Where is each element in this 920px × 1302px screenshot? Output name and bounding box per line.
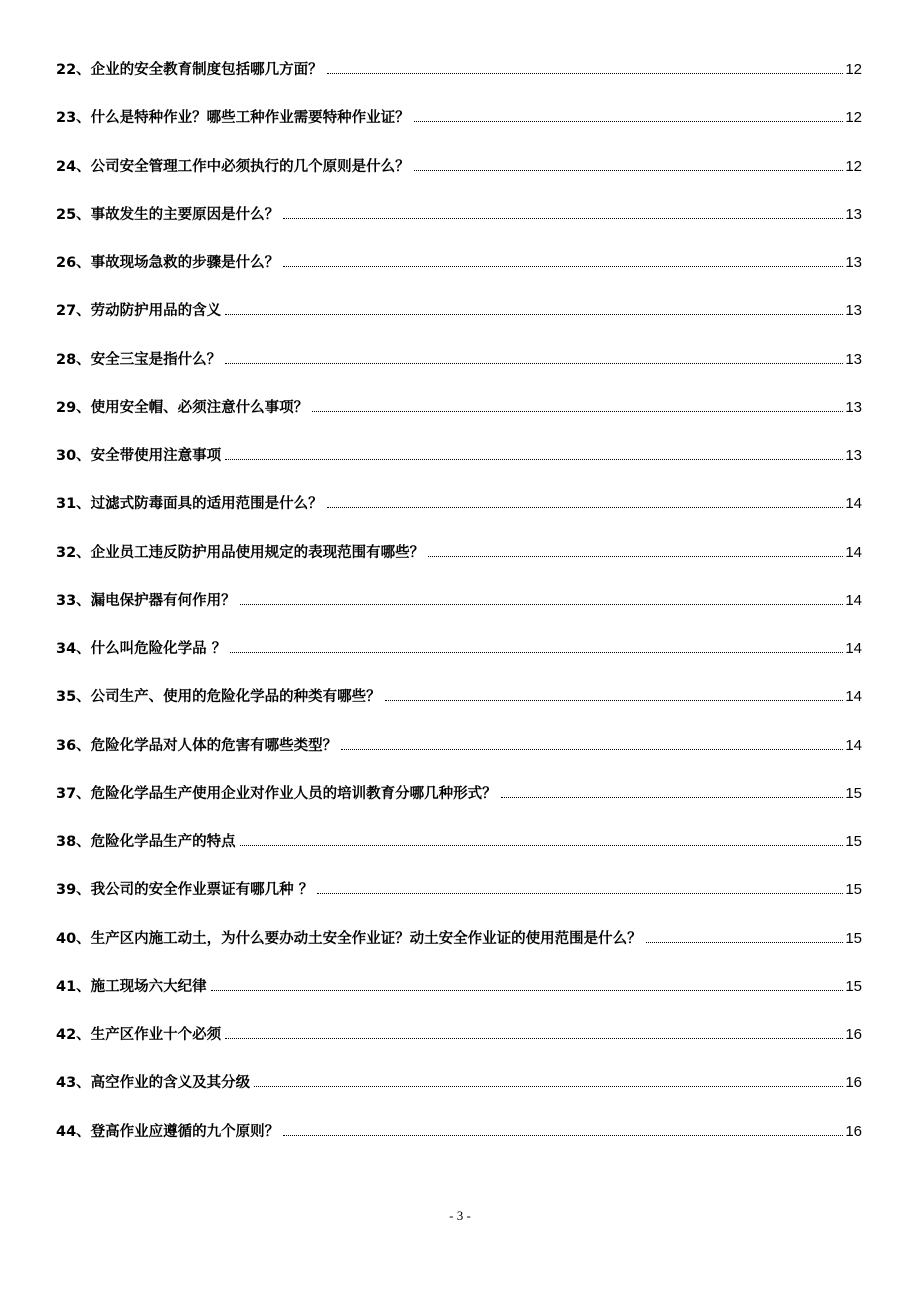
page-number-footer: - 3 - (449, 1208, 471, 1223)
toc-entry-page: 15 (845, 784, 862, 802)
toc-entry-title: 23、什么是特种作业？哪些工种作业需要特种作业证？ (56, 110, 410, 127)
toc-entry-page: 13 (845, 254, 862, 271)
toc-entry[interactable] (56, 830, 862, 878)
toc-dot-leader (283, 1135, 843, 1136)
toc-entry[interactable] (56, 492, 862, 540)
toc-dot-leader (414, 121, 844, 122)
toc-entry-page: 14 (845, 640, 862, 657)
toc-entry-title: 43、高空作业的含义及其分级 (56, 1075, 251, 1092)
toc-dot-leader (501, 797, 844, 798)
toc-entry-page: 13 (845, 205, 862, 223)
toc-entry-page: 15 (845, 833, 862, 850)
toc-dot-leader (230, 652, 843, 653)
toc-entry[interactable] (56, 444, 862, 492)
toc-entry[interactable] (56, 155, 862, 203)
toc-entry-title: 33、漏电保护器有何作用？ (56, 592, 236, 609)
toc-entry-page: 16 (845, 1026, 862, 1043)
toc-entry[interactable] (56, 299, 862, 347)
toc-dot-leader (646, 942, 844, 943)
toc-entry-title: 39、我公司的安全作业票证有哪几种 ？ (56, 882, 314, 899)
toc-entry[interactable] (56, 878, 862, 926)
toc-entry-page: 12 (845, 157, 862, 175)
toc-dot-leader (428, 556, 843, 557)
toc-dot-leader (327, 507, 844, 508)
toc-entry-title: 36、危险化学品对人体的危害有哪些类型？ (56, 737, 338, 754)
toc-entry-page: 13 (845, 350, 862, 368)
toc-dot-leader (225, 363, 843, 364)
toc-dot-leader (414, 170, 844, 171)
toc-entry[interactable] (56, 589, 862, 637)
toc-dot-leader (341, 749, 843, 750)
toc-entry-page: 14 (845, 495, 862, 513)
toc-dot-leader (225, 459, 843, 460)
toc-entry[interactable] (56, 1023, 862, 1071)
toc-entry-title: 30、安全带使用注意事项 (56, 448, 222, 464)
toc-dot-leader (240, 845, 844, 846)
toc-entry-title: 40、生产区内施工动土，为什么要办动土安全作业证？动土安全作业证的使用范围是什么？ (56, 930, 642, 947)
toc-entry-title: 38、危险化学品生产的特点 (56, 834, 236, 850)
toc-entry[interactable] (56, 927, 862, 975)
toc-entry[interactable] (56, 637, 862, 685)
toc-dot-leader (317, 893, 843, 894)
toc-entry-title: 27、劳动防护用品的含义 (56, 303, 222, 320)
toc-entry-title: 28、安全三宝是指什么？ (56, 351, 222, 368)
toc-entry[interactable] (56, 396, 862, 444)
toc-entry-title: 42、生产区作业十个必须 (56, 1027, 222, 1043)
toc-dot-leader (225, 314, 843, 315)
toc-entry-page: 13 (845, 398, 862, 416)
toc-entry-title: 26、事故现场急救的步骤是什么？ (56, 255, 280, 271)
toc-dot-leader (283, 218, 843, 219)
toc-entry-title: 32、企业员工违反防护用品使用规定的表现范围有哪些？ (56, 544, 425, 561)
toc-dot-leader (240, 604, 844, 605)
toc-entry-page: 14 (845, 543, 862, 561)
toc-entry[interactable] (56, 782, 862, 830)
toc-entry-title: 29、使用安全帽、必须注意什么事项？ (56, 399, 309, 416)
toc-entry-title: 35、公司生产、使用的危险化学品的种类有哪些？ (56, 689, 381, 706)
toc-entry-page: 15 (845, 881, 862, 899)
toc-entry-page: 16 (845, 1074, 862, 1092)
toc-entry-title: 22、企业的安全教育制度包括哪几方面？ (56, 62, 323, 78)
toc-entry[interactable] (56, 975, 862, 1023)
toc-entry[interactable] (56, 541, 862, 589)
toc-entry-page: 15 (845, 929, 862, 947)
toc-entry-title: 34、什么叫危险化学品 ？ (56, 641, 227, 657)
toc-entry[interactable] (56, 1071, 862, 1119)
toc-entry-page: 14 (845, 591, 862, 609)
toc-entry-page: 14 (845, 688, 862, 706)
toc-dot-leader (385, 700, 844, 701)
toc-dot-leader (327, 73, 844, 74)
toc-entry-title: 25、事故发生的主要原因是什么？ (56, 206, 280, 223)
toc-entry-title: 37、危险化学品生产使用企业对作业人员的培训教育分哪几种形式？ (56, 785, 497, 802)
toc-entry[interactable] (56, 685, 862, 733)
toc-entry[interactable] (56, 203, 862, 251)
toc-dot-leader (225, 1038, 843, 1039)
toc-entry-page: 16 (845, 1122, 862, 1140)
toc-dot-leader (254, 1086, 843, 1087)
toc-entry-page: 12 (845, 109, 862, 127)
toc-entry[interactable] (56, 348, 862, 396)
toc-entry-title: 44、登高作业应遵循的九个原则？ (56, 1123, 280, 1140)
toc-entry-page: 13 (845, 302, 862, 320)
toc-dot-leader (283, 266, 843, 267)
toc-entry-page: 14 (845, 736, 862, 754)
toc-dot-leader (312, 411, 843, 412)
toc-entry[interactable] (56, 734, 862, 782)
toc-entry[interactable] (56, 251, 862, 299)
toc-entry[interactable] (56, 58, 862, 106)
toc-entry[interactable] (56, 106, 862, 154)
table-of-contents (56, 58, 862, 1168)
toc-entry-title: 41、施工现场六大纪律 (56, 978, 207, 995)
toc-entry-page: 13 (845, 447, 862, 464)
toc-dot-leader (211, 990, 844, 991)
toc-entry-page: 12 (845, 61, 862, 78)
toc-entry-page: 15 (845, 977, 862, 995)
toc-entry[interactable] (56, 1120, 862, 1168)
toc-entry-title: 24、公司安全管理工作中必须执行的几个原则是什么？ (56, 158, 410, 175)
toc-entry-title: 31、过滤式防毒面具的适用范围是什么？ (56, 496, 323, 513)
